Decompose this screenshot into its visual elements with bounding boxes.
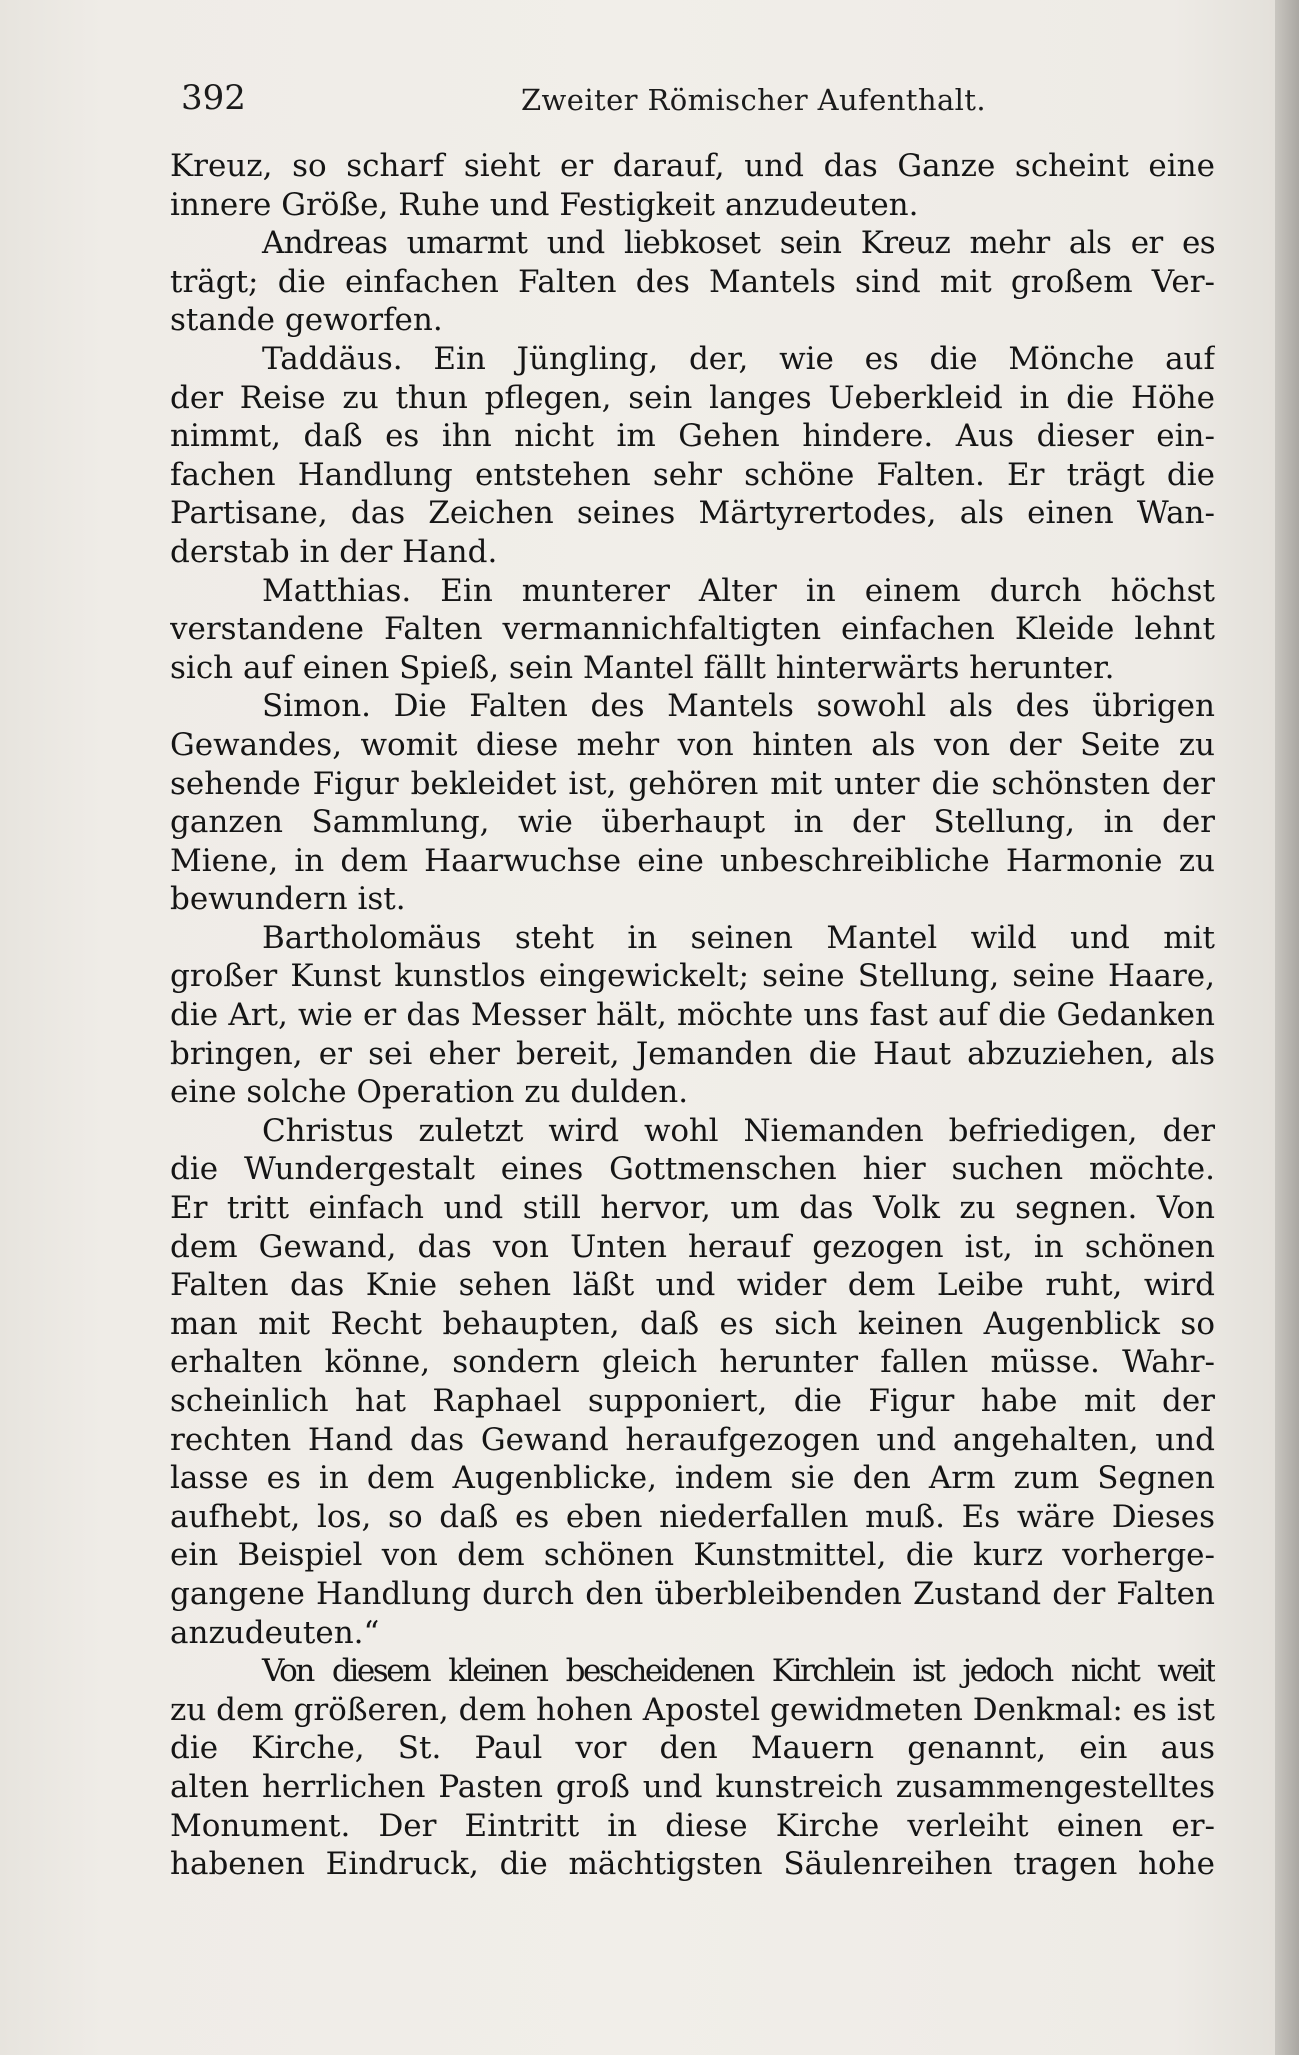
text-line: habenen Eindruck, die mächtigsten Säulenreihen tragen hohe	[170, 1846, 1215, 1883]
text-line: innere Größe, Ruhe und Festigkeit anzudeuten.	[170, 186, 919, 223]
text-line: alten herrlichen Pasten groß und kunstreich zusammengestelltes	[170, 1768, 1215, 1805]
text-line: sich auf einen Spieß, sein Mantel fällt hinterwärts herunter.	[170, 649, 1115, 686]
text-line: man mit Recht behaupten, daß es sich keinen Augenblick so	[170, 1305, 1215, 1342]
text-line: großer Kunst kunstlos eingewickelt; seine Stellung, seine Haare,	[170, 958, 1215, 995]
text-line: Partisane, das Zeichen seines Märtyrertodes, als einen Wan-	[170, 495, 1215, 532]
text-line: Monument. Der Eintritt in diese Kirche verleiht einen er-	[170, 1807, 1215, 1844]
text-line: ganzen Sammlung, wie überhaupt in der Stellung, in der	[170, 804, 1215, 841]
text-line: Christus zuletzt wird wohl Niemanden befriedigen, der	[262, 1112, 1215, 1149]
text-line: Simon. Die Falten des Mantels sowohl als des übrigen	[262, 688, 1215, 725]
text-line: bringen, er sei eher bereit, Jemanden die Haut abzuziehen, als	[170, 1035, 1215, 1072]
text-line: Bartholomäus steht in seinen Mantel wild und mit	[262, 919, 1215, 956]
text-line: derstab in der Hand.	[170, 533, 498, 570]
text-line: stande geworfen.	[170, 302, 443, 339]
text-line: Taddäus. Ein Jüngling, der, wie es die Mönche auf	[262, 340, 1215, 377]
text-line: sehende Figur bekleidet ist, gehören mit unter die schönsten der	[170, 765, 1215, 802]
page-header	[181, 78, 1211, 122]
text-line: verstandene Falten vermannichfaltigten einfachen Kleide lehnt	[170, 611, 1215, 648]
text-line: ein Beispiel von dem schönen Kunstmittel, die kurz vorherge-	[170, 1537, 1215, 1574]
text-line: erhalten könne, sondern gleich herunter fallen müsse. Wahr-	[170, 1344, 1215, 1381]
text-line: fachen Handlung entstehen sehr schöne Falten. Er trägt die	[170, 456, 1215, 493]
text-line: der Reise zu thun pflegen, sein langes Ueberkleid in die Höhe	[170, 379, 1215, 416]
text-line: Er tritt einfach und still hervor, um das Volk zu segnen. Von	[170, 1190, 1215, 1227]
text-line: eine solche Operation zu dulden.	[170, 1074, 689, 1111]
text-line: zu dem größeren, dem hohen Apostel gewidmeten Denkmal: es ist	[170, 1691, 1215, 1728]
text-line: Von diesem kleinen bescheidenen Kirchlein ist jedoch nicht weit	[262, 1653, 1215, 1690]
text-line: die Wundergestalt eines Gottmenschen hier suchen möchte.	[170, 1151, 1215, 1188]
text-line: Gewandes, womit diese mehr von hinten als von der Seite zu	[170, 726, 1215, 763]
text-line: scheinlich hat Raphael supponiert, die Figur habe mit der	[170, 1383, 1215, 1419]
text-line: dem Gewand, das von Unten herauf gezogen ist, in schönen	[170, 1228, 1215, 1265]
body-text	[170, 147, 1215, 1884]
text-line: aufhebt, los, so daß es eben niederfallen muß. Es wäre Dieses	[170, 1498, 1215, 1535]
text-line: Matthias. Ein munterer Alter in einem durch höchst	[262, 572, 1215, 609]
text-line: trägt; die einfachen Falten des Mantels sind mit großem Ver-	[170, 263, 1215, 300]
text-line: anzudeuten.“	[170, 1614, 380, 1651]
page-edge-shadow	[1275, 0, 1299, 2055]
text-line: die Art, wie er das Messer hält, möchte uns fast auf die Gedanken	[170, 997, 1215, 1034]
text-line: gangene Handlung durch den überbleibenden Zustand der Falten	[170, 1575, 1215, 1612]
page-number: 392	[181, 78, 246, 118]
text-line: die Kirche, St. Paul vor den Mauern genannt, ein aus	[170, 1730, 1215, 1767]
text-line: bewundern ist.	[170, 881, 406, 918]
text-line: lasse es in dem Augenblicke, indem sie den Arm zum Segnen	[170, 1460, 1215, 1497]
running-head: Zweiter Römischer Aufenthalt.	[521, 83, 986, 117]
text-line: Falten das Knie sehen läßt und wider dem Leibe ruht, wird	[170, 1267, 1215, 1304]
text-line: Kreuz, so scharf sieht er darauf, und das Ganze scheint eine	[170, 148, 1215, 184]
text-line: rechten Hand das Gewand heraufgezogen und angehalten, und	[170, 1421, 1215, 1458]
text-line: Miene, in dem Haarwuchse eine unbeschreibliche Harmonie zu	[170, 842, 1215, 879]
text-line: nimmt, daß es ihn nicht im Gehen hindere. Aus dieser ein-	[170, 418, 1215, 455]
text-line: Andreas umarmt und liebkoset sein Kreuz mehr als er es	[262, 225, 1215, 262]
